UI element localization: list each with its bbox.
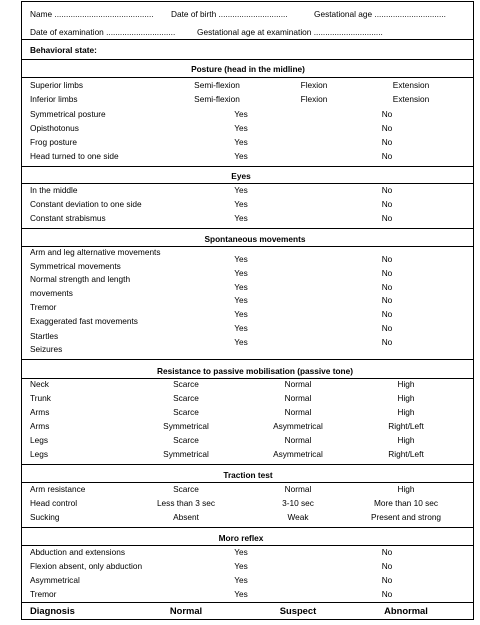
option-2: 3-10 sec (282, 498, 314, 508)
option-no: No (381, 282, 393, 292)
option-no: No (381, 137, 393, 147)
option-yes: Yes (234, 199, 248, 209)
divider (22, 482, 473, 483)
option-3: High (397, 393, 415, 403)
option-yes: Yes (234, 561, 248, 571)
diagnosis-normal: Normal (169, 605, 203, 616)
option-1: Scarce (173, 484, 199, 494)
row-label: Asymmetrical (30, 575, 80, 585)
row-label: Superior limbs (30, 80, 84, 90)
row-label: Arms (30, 421, 50, 431)
option-3: Right/Left (388, 421, 424, 431)
row-label: Frog posture (30, 137, 78, 147)
row-label: Arm and leg alternative movements (30, 247, 161, 257)
option-no: No (381, 309, 393, 319)
row-label: Sucking (30, 512, 60, 522)
option-no: No (381, 123, 393, 133)
gestational-age-at-examination-field: Gestational age at examination .............................. (197, 27, 383, 37)
section-title-posture: Posture (head in the midline) (191, 64, 305, 74)
diagnosis-abnormal: Abnormal (384, 605, 428, 616)
option-no: No (381, 151, 393, 161)
option-3: Extension (392, 80, 430, 90)
row-label: Startles (30, 331, 59, 341)
option-2: Weak (287, 512, 309, 522)
section-title-eyes: Eyes (231, 171, 251, 181)
option-no: No (381, 213, 393, 223)
option-1: Semi-flexion (194, 80, 240, 90)
option-yes: Yes (234, 337, 248, 347)
option-3: More than 10 sec (373, 498, 439, 508)
option-yes: Yes (234, 282, 248, 292)
option-no: No (381, 109, 393, 119)
divider (22, 228, 473, 229)
option-1: Scarce (173, 407, 199, 417)
option-1: Symmetrical (163, 421, 209, 431)
divider (22, 545, 473, 546)
row-label: Opisthotonus (30, 123, 79, 133)
option-1: Semi-flexion (194, 94, 240, 104)
diagnosis-suspect: Suspect (279, 605, 317, 616)
option-no: No (381, 337, 393, 347)
section-title-moro-reflex: Moro reflex (218, 533, 264, 543)
option-yes: Yes (234, 109, 248, 119)
option-3: Right/Left (388, 449, 424, 459)
option-2: Flexion (300, 94, 328, 104)
option-3: Present and strong (370, 512, 442, 522)
divider (22, 183, 473, 184)
date-of-birth-field: Date of birth .............................. (171, 9, 288, 19)
option-no: No (381, 323, 393, 333)
row-label: Arms (30, 407, 50, 417)
row-label: Symmetrical posture (30, 109, 106, 119)
row-label: Normal strength and length (30, 274, 131, 284)
row-label: Head turned to one side (30, 151, 119, 161)
section-title-traction-test: Traction test (223, 470, 273, 480)
option-1: Scarce (173, 435, 199, 445)
option-yes: Yes (234, 123, 248, 133)
behavioral-state-label: Behavioral state: (30, 45, 97, 55)
option-2: Asymmetrical (273, 421, 323, 431)
option-3: High (397, 407, 415, 417)
option-yes: Yes (234, 254, 248, 264)
row-label: Exaggerated fast movements (30, 316, 138, 326)
option-1: Symmetrical (163, 449, 209, 459)
option-yes: Yes (234, 589, 248, 599)
row-label: Constant deviation to one side (30, 199, 142, 209)
option-2: Normal (284, 393, 312, 403)
option-no: No (381, 589, 393, 599)
row-label: Head control (30, 498, 78, 508)
option-2: Normal (284, 435, 312, 445)
row-label: Inferior limbs (30, 94, 78, 104)
section-title-spontaneous-movements: Spontaneous movements (204, 234, 306, 244)
divider (22, 39, 473, 40)
option-2: Flexion (300, 80, 328, 90)
option-1: Scarce (173, 393, 199, 403)
option-yes: Yes (234, 213, 248, 223)
option-1: Absent (173, 512, 199, 522)
option-yes: Yes (234, 575, 248, 585)
option-2: Normal (284, 379, 312, 389)
option-2: Normal (284, 484, 312, 494)
section-title-passive-tone: Resistance to passive mobilisation (passive tone) (157, 366, 353, 376)
option-3: High (397, 435, 415, 445)
option-1: Scarce (173, 379, 199, 389)
option-yes: Yes (234, 295, 248, 305)
row-label: Arm resistance (30, 484, 86, 494)
option-1: Less than 3 sec (156, 498, 216, 508)
option-yes: Yes (234, 309, 248, 319)
row-label: Seizures (30, 344, 63, 354)
row-label: Tremor (30, 589, 57, 599)
option-yes: Yes (234, 268, 248, 278)
option-yes: Yes (234, 185, 248, 195)
option-no: No (381, 295, 393, 305)
option-no: No (381, 547, 393, 557)
divider (22, 359, 473, 360)
option-no: No (381, 185, 393, 195)
option-3: Extension (392, 94, 430, 104)
diagnosis-label: Diagnosis (30, 605, 75, 616)
row-label: Legs (30, 435, 48, 445)
option-no: No (381, 254, 393, 264)
row-label: movements (30, 288, 73, 298)
date-of-examination-field: Date of examination .............................. (30, 27, 176, 37)
row-label: Flexion absent, only abduction (30, 561, 143, 571)
option-3: High (397, 379, 415, 389)
neonatal-exam-form (21, 1, 474, 620)
divider (22, 602, 473, 603)
option-yes: Yes (234, 137, 248, 147)
row-label: Trunk (30, 393, 51, 403)
divider (22, 59, 473, 60)
option-2: Asymmetrical (273, 449, 323, 459)
option-no: No (381, 575, 393, 585)
row-label: Legs (30, 449, 48, 459)
divider (22, 77, 473, 78)
divider (22, 527, 473, 528)
option-no: No (381, 268, 393, 278)
option-no: No (381, 561, 393, 571)
option-no: No (381, 199, 393, 209)
gestational-age-field: Gestational age ............................... (314, 9, 446, 19)
name-field: Name ........................................... (30, 9, 154, 19)
row-label: Tremor (30, 302, 57, 312)
option-2: Normal (284, 407, 312, 417)
row-label: Abduction and extensions (30, 547, 126, 557)
option-yes: Yes (234, 547, 248, 557)
row-label: Constant strabismus (30, 213, 106, 223)
row-label: Symmetrical movements (30, 261, 121, 271)
row-label: In the middle (30, 185, 78, 195)
row-label: Neck (30, 379, 49, 389)
option-3: High (397, 484, 415, 494)
option-yes: Yes (234, 151, 248, 161)
divider (22, 166, 473, 167)
option-yes: Yes (234, 323, 248, 333)
divider (22, 464, 473, 465)
